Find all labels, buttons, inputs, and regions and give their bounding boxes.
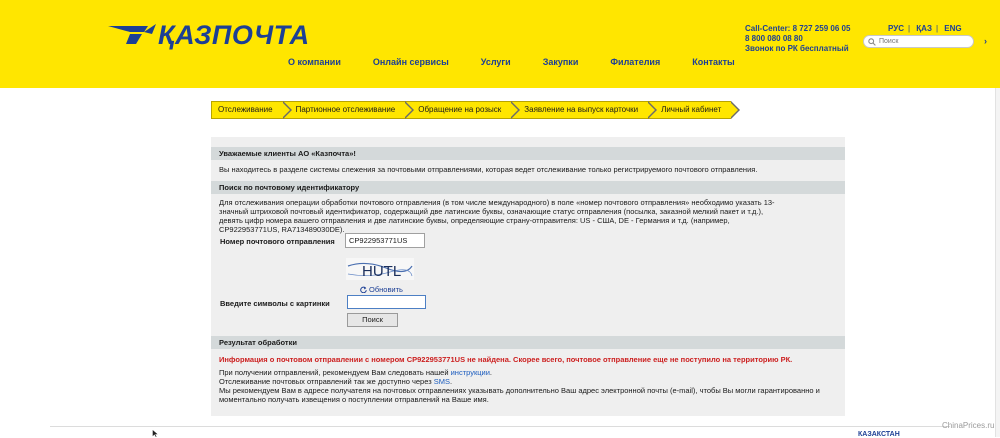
captcha-input[interactable] [347, 295, 426, 309]
call-center-line: 8 800 080 08 80 [745, 34, 803, 43]
nav-item-online-services[interactable]: Онлайн сервисы [372, 57, 449, 67]
scrollbar[interactable] [995, 88, 1000, 437]
refresh-icon [360, 286, 367, 293]
search-input[interactable] [879, 38, 969, 45]
site-header [0, 0, 1000, 88]
instruction-line: Для отслеживания операции обработки почтового отправления (в том числе международного) в поле «номер почтового отправления» необходимо указать 13- [219, 198, 775, 207]
captcha-image [346, 258, 414, 280]
note-sms: Отслеживание почтовых отправлений так же доступно через SMS. [219, 377, 453, 386]
nav-item-services[interactable]: Услуги [480, 57, 511, 67]
captcha-text: HUTL [362, 263, 402, 280]
tab-search-request[interactable]: Обращение на розыск [405, 101, 511, 119]
tracking-number-input[interactable]: CP922953771US [345, 233, 425, 248]
result-heading: Результат обработки [211, 336, 845, 349]
search-button[interactable]: Поиск [347, 313, 398, 327]
kazpost-logo-wing-icon [108, 22, 156, 48]
greeting-heading: Уважаемые клиенты АО «Казпочта»! [211, 147, 845, 160]
nav-item-contacts[interactable]: Контакты [692, 57, 735, 67]
instructions-link[interactable]: инструкции [450, 368, 490, 377]
language-switcher: РУС | ҚАЗ | ENG [888, 24, 962, 33]
kazpost-logo[interactable] [108, 20, 310, 50]
result-notes [219, 368, 820, 404]
refresh-label: Обновить [369, 285, 403, 294]
note-email: Мы рекомендуем Вам в адресе получателя на почтовых отправлениях указывать дополнительно Ваш адрес электронной почты (e-mail), чтобы Вы могли гарантированно и [219, 386, 820, 395]
lang-kz[interactable]: ҚАЗ [916, 24, 932, 33]
call-center-line: Звонок по РК бесплатный [745, 44, 849, 53]
nav-item-philately[interactable]: Филателия [610, 57, 661, 67]
instruction-line: значный штриховой почтовый идентификатор, содержащий две латинские буквы, означающие статус отправления (посылка, заказной мелкий пакет и т.д.), [219, 207, 764, 216]
tracking-number-label: Номер почтового отправления [220, 237, 335, 246]
tab-personal-cabinet[interactable]: Личный кабинет [648, 101, 731, 119]
tab-card-application[interactable]: Заявление на выпуск карточки [511, 101, 648, 119]
mouse-cursor-icon [152, 430, 159, 437]
nav-item-company[interactable]: О компании [288, 57, 341, 67]
captcha-image-graphic [346, 258, 414, 280]
call-center-line: Call-Center: 8 727 259 06 05 [745, 24, 851, 33]
greeting-text: Вы находитесь в разделе системы слежения за почтовыми отправлениями, которая ведет отслеживание только регистрируемого почтового отправления. [219, 165, 758, 174]
logo-text: ҚАЗПОЧТА [158, 19, 310, 50]
nav-item-procurement[interactable]: Закупки [542, 57, 579, 67]
instruction-line: девять цифр номера вашего отправления и две латинские буквы, определяющие страну-отправителя: US - США, DE - Германия и т.д. (например, [219, 216, 730, 225]
search-icon [868, 38, 876, 46]
tab-tracking[interactable]: Отслеживание [211, 101, 283, 119]
footer-divider [50, 426, 950, 427]
search-instructions [219, 198, 775, 234]
call-center-info [745, 24, 850, 54]
sms-link[interactable]: SMS [433, 377, 451, 386]
tab-batch-tracking[interactable]: Партионное отслеживание [283, 101, 406, 119]
lang-en[interactable]: ENG [944, 24, 962, 33]
result-error-message: Информация о почтовом отправлении с номером CP922953771US не найдена. Скорее всего, почтовое отправление еще не поступило на территорию РК. [219, 355, 793, 364]
instruction-line: CP922953771US, RA713489030DE). [219, 225, 345, 234]
chevron-right-icon[interactable]: › [984, 36, 987, 46]
lang-ru[interactable]: РУС [888, 24, 904, 33]
footer-link[interactable]: КАЗАКСТАН [858, 431, 900, 438]
main-nav [288, 57, 767, 67]
watermark: ChinaPrices.ru [942, 421, 995, 430]
note-instructions: При получении отправлений, рекомендуем Вам следовать нашей инструкции. [219, 368, 493, 377]
search-section-heading: Поиск по почтовому идентификатору [211, 181, 845, 194]
tracking-tabs [211, 101, 731, 119]
captcha-label: Введите символы с картинки [220, 299, 330, 308]
note-email-cont: моментально получать извещения о поступлении отправлений на Ваше имя. [219, 395, 489, 404]
captcha-refresh-link[interactable] [360, 285, 403, 294]
site-search [863, 35, 974, 48]
